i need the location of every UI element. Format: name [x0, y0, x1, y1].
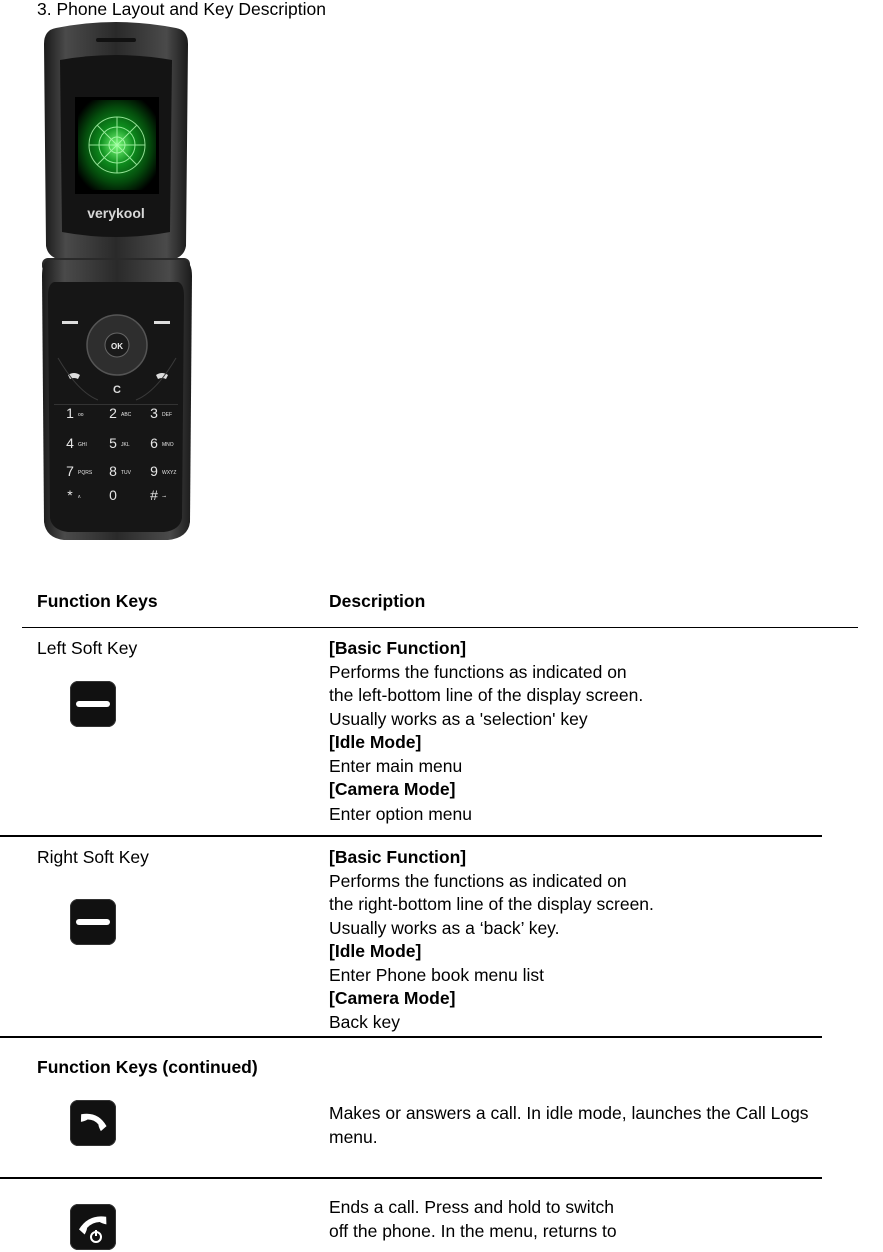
- right-softkey-icon: [70, 899, 116, 945]
- phone-key-digit: 8: [109, 463, 117, 479]
- desc-line: Usually works as a ‘back’ key.: [329, 917, 560, 938]
- desc-line: [Idle Mode]: [329, 941, 422, 961]
- desc-send-key: [329, 1102, 809, 1149]
- phone-key-letters: GHI: [78, 442, 87, 448]
- phone-key-digit: 9: [150, 463, 158, 479]
- phone-key-letters: TUV: [121, 470, 131, 476]
- row-rule: [0, 835, 822, 837]
- desc-line: [Idle Mode]: [329, 732, 422, 752]
- key-name-right-soft: Right Soft Key: [37, 847, 149, 867]
- desc-end-key: [329, 1196, 617, 1243]
- row-rule: [0, 1177, 822, 1179]
- phone-brand: verykool: [87, 205, 145, 221]
- desc-line: Enter main menu: [329, 755, 463, 776]
- header-description: Description: [329, 591, 426, 611]
- phone-key-letters: PQRS: [78, 470, 93, 476]
- desc-line: off the phone. In the menu, returns to: [329, 1220, 617, 1241]
- desc-line: Performs the functions as indicated on: [329, 661, 627, 682]
- phone-key-digit: 0: [109, 487, 117, 503]
- desc-line: Ends a call. Press and hold to switch: [329, 1197, 615, 1217]
- header-rule: [22, 627, 858, 628]
- header-function-keys: Function Keys: [37, 591, 158, 611]
- desc-line: the left-bottom line of the display screen.: [329, 685, 644, 705]
- phone-ok-label: OK: [111, 342, 123, 351]
- desc-right-soft: [329, 846, 654, 1034]
- desc-line: [Camera Mode]: [329, 988, 456, 1008]
- phone-key-digit: 5: [109, 435, 117, 451]
- phone-key-digit: 2: [109, 405, 117, 421]
- screen-pattern: [89, 117, 145, 173]
- phone-key-letters: ABC: [121, 412, 132, 418]
- phone-key-letters: ʌ: [78, 494, 81, 500]
- key-name-left-soft: Left Soft Key: [37, 638, 138, 658]
- desc-line: the right-bottom line of the display screen.: [329, 894, 654, 914]
- row-rule: [0, 1036, 822, 1038]
- phone-key-digit: 1: [66, 405, 74, 421]
- send-key-icon: [70, 1100, 116, 1146]
- header-continued: Function Keys (continued): [37, 1057, 258, 1077]
- phone-clear-key-label: C: [113, 384, 121, 396]
- phone-key-letters: oo: [78, 412, 84, 418]
- phone-key-digit: #: [150, 487, 158, 503]
- phone-key-digit: 4: [66, 435, 74, 451]
- desc-line: Enter option menu: [329, 803, 473, 824]
- section-title: 3. Phone Layout and Key Description: [37, 0, 326, 19]
- desc-left-soft: [329, 637, 643, 826]
- phone-key-letters: JKL: [121, 442, 130, 448]
- phone-illustration: [38, 20, 194, 544]
- desc-line: [Camera Mode]: [329, 779, 456, 799]
- phone-key-letters: ⊸: [162, 494, 167, 500]
- phone-right-softkey: [154, 321, 170, 324]
- desc-line: [Basic Function]: [329, 638, 467, 658]
- desc-line: Enter Phone book menu list: [329, 964, 544, 985]
- phone-key-letters: WXYZ: [162, 470, 177, 476]
- phone-key-letters: MNO: [162, 442, 174, 448]
- phone-key-digit: 6: [150, 435, 158, 451]
- desc-line: Back key: [329, 1011, 400, 1032]
- desc-line: menu.: [329, 1126, 378, 1147]
- phone-key-letters: DEF: [162, 412, 172, 418]
- end-key-icon: [70, 1204, 116, 1250]
- phone-key-digit: *: [67, 487, 73, 503]
- phone-key-digit: 3: [150, 405, 158, 421]
- left-softkey-icon: [70, 681, 116, 727]
- desc-line: Performs the functions as indicated on: [329, 870, 627, 891]
- phone-left-softkey: [62, 321, 78, 324]
- phone-key-digit: 7: [66, 463, 74, 479]
- desc-line: Makes or answers a call. In idle mode, launches the Call Logs: [329, 1103, 809, 1123]
- desc-line: [Basic Function]: [329, 847, 467, 867]
- desc-line: Usually works as a 'selection' key: [329, 708, 588, 729]
- phone-earpiece: [96, 38, 136, 42]
